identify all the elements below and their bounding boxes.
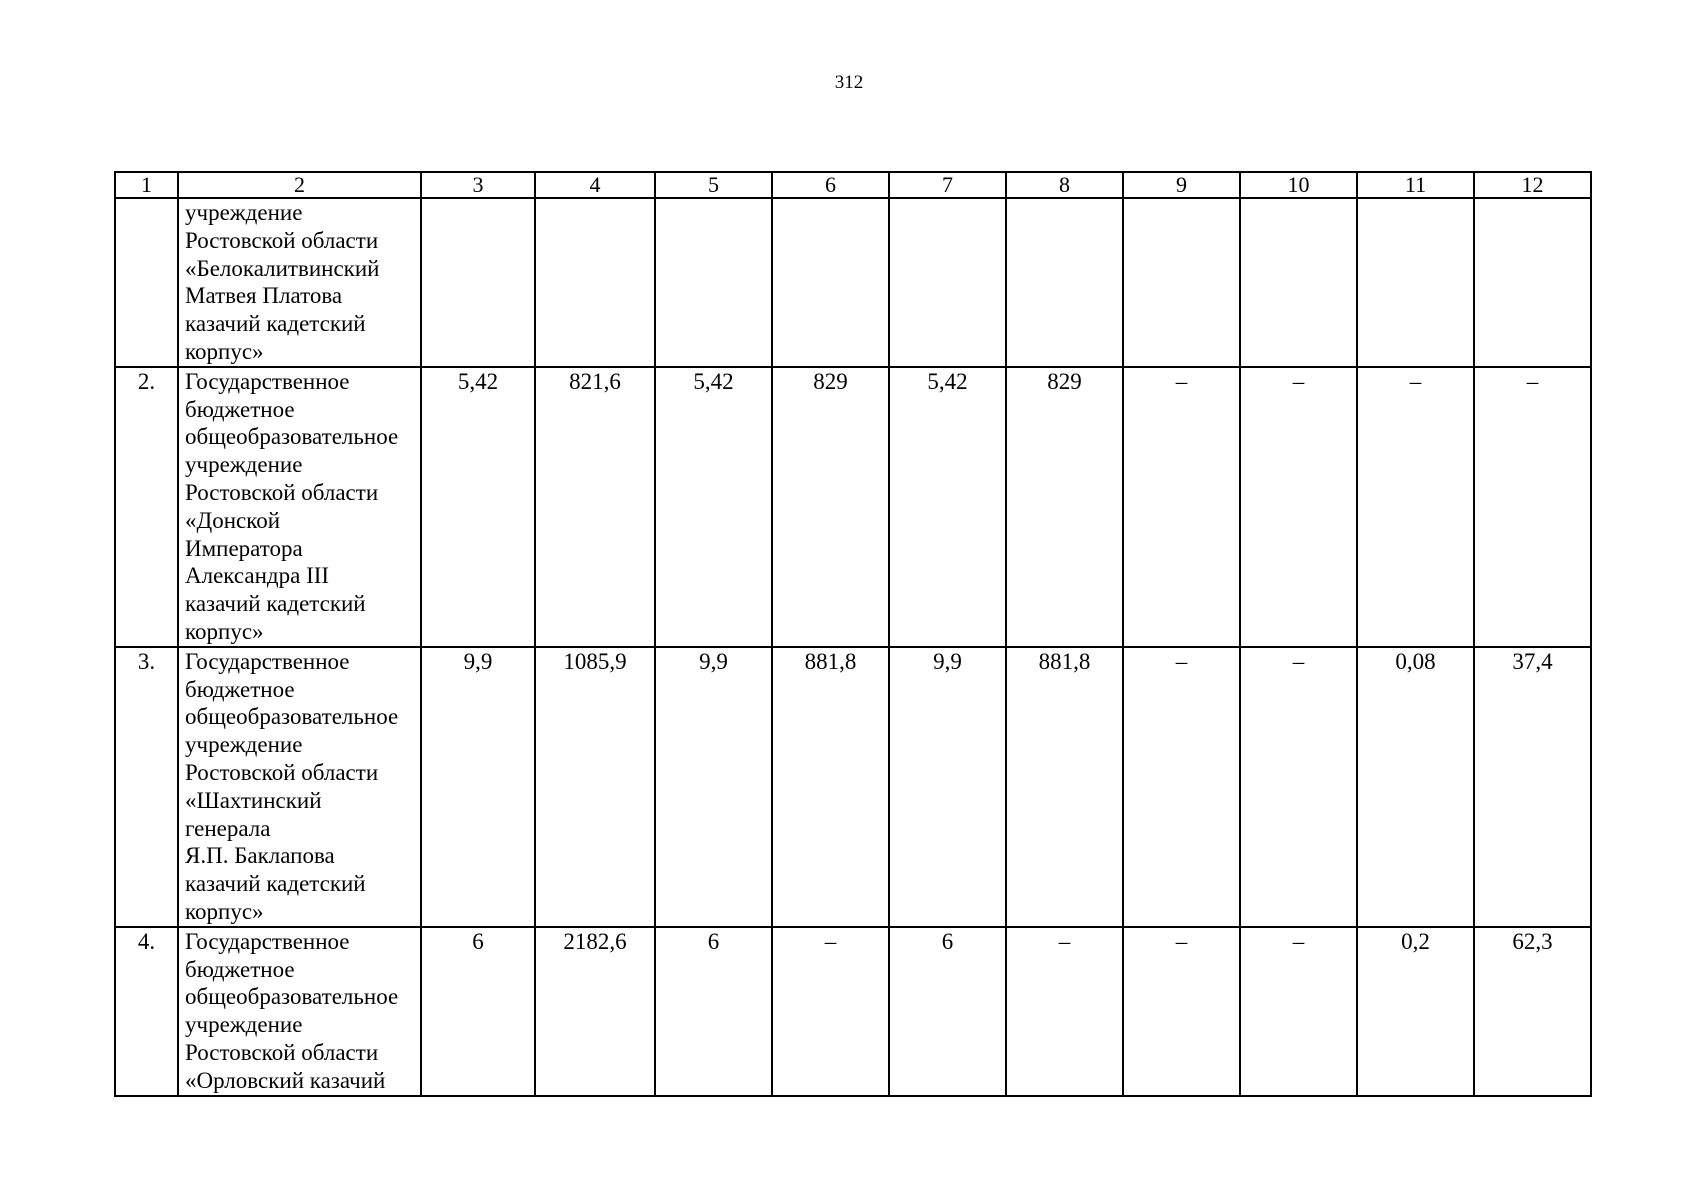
institution-name	[178, 927, 421, 1096]
header-cell: 9	[1123, 172, 1240, 198]
value-cell: 5,42	[889, 367, 1006, 647]
name-line: общеобразовательное	[185, 424, 399, 450]
value-cell: 5,42	[655, 367, 772, 647]
name-line: Александра III	[185, 563, 330, 589]
value-cell: 881,8	[772, 647, 889, 927]
name-line: Я.П. Баклапова	[185, 843, 335, 869]
name-line: бюджетное	[185, 956, 295, 982]
value-cell: –	[1357, 367, 1474, 647]
name-line: Государственное	[185, 368, 350, 394]
table-row	[115, 927, 1591, 1096]
name-line: корпус»	[185, 618, 264, 644]
header-cell: 12	[1474, 172, 1591, 198]
institution-name	[178, 198, 421, 367]
name-line: казачий кадетский	[185, 871, 366, 897]
value-cell	[1240, 198, 1357, 367]
name-line: корпус»	[185, 338, 264, 364]
name-line: Матвея Платова	[185, 283, 343, 309]
header-cell: 6	[772, 172, 889, 198]
value-cell: 6	[655, 927, 772, 1096]
value-cell: –	[1123, 927, 1240, 1096]
row-number: 2.	[115, 367, 178, 647]
row-number: 4.	[115, 927, 178, 1096]
name-line: бюджетное	[185, 396, 295, 422]
value-cell	[421, 198, 535, 367]
table-row	[115, 198, 1591, 367]
value-cell: 6	[889, 927, 1006, 1096]
header-cell: 2	[178, 172, 421, 198]
value-cell	[535, 198, 655, 367]
value-cell: 62,3	[1474, 927, 1591, 1096]
value-cell: –	[1123, 367, 1240, 647]
value-cell: –	[1240, 647, 1357, 927]
name-line: «Орловский казачий	[185, 1067, 386, 1093]
value-cell: 1085,9	[535, 647, 655, 927]
value-cell: –	[1006, 927, 1123, 1096]
name-line: учреждение	[185, 732, 303, 758]
data-table	[114, 171, 1592, 1097]
header-cell: 1	[115, 172, 178, 198]
value-cell	[1357, 198, 1474, 367]
value-cell: 2182,6	[535, 927, 655, 1096]
name-line: Ростовской области	[185, 1039, 379, 1065]
value-cell: 9,9	[889, 647, 1006, 927]
institution-name	[178, 367, 421, 647]
row-number: 3.	[115, 647, 178, 927]
name-line: учреждение	[185, 200, 303, 225]
header-cell: 4	[535, 172, 655, 198]
value-cell	[1123, 198, 1240, 367]
value-cell	[1006, 198, 1123, 367]
value-cell: 829	[772, 367, 889, 647]
name-line: Ростовской области	[185, 227, 379, 253]
value-cell: 829	[1006, 367, 1123, 647]
page-number: 312	[834, 72, 864, 93]
value-cell: –	[1123, 647, 1240, 927]
value-cell: –	[1240, 367, 1357, 647]
value-cell: 6	[421, 927, 535, 1096]
value-cell: –	[772, 927, 889, 1096]
header-cell: 8	[1006, 172, 1123, 198]
value-cell	[889, 198, 1006, 367]
value-cell: –	[1240, 927, 1357, 1096]
name-line: казачий кадетский	[185, 591, 366, 617]
name-line: Ростовской области	[185, 479, 379, 505]
table-row	[115, 647, 1591, 927]
name-line: «Белокалитвинский	[185, 255, 380, 281]
name-line: Государственное	[185, 648, 350, 674]
value-cell: 821,6	[535, 367, 655, 647]
name-line: бюджетное	[185, 676, 295, 702]
value-cell: 881,8	[1006, 647, 1123, 927]
name-line: «Донской	[185, 507, 281, 533]
value-cell	[1474, 198, 1591, 367]
name-line: общеобразовательное	[185, 704, 399, 730]
name-line: учреждение	[185, 1012, 303, 1038]
name-line: «Шахтинский	[185, 787, 322, 813]
header-cell: 7	[889, 172, 1006, 198]
name-line: казачий кадетский	[185, 311, 366, 337]
header-cell: 3	[421, 172, 535, 198]
value-cell: –	[1474, 367, 1591, 647]
name-line: общеобразовательное	[185, 984, 399, 1010]
value-cell: 0,08	[1357, 647, 1474, 927]
header-cell: 5	[655, 172, 772, 198]
row-number	[115, 198, 178, 367]
value-cell	[655, 198, 772, 367]
value-cell	[772, 198, 889, 367]
header-row	[115, 172, 1591, 198]
value-cell: 0,2	[1357, 927, 1474, 1096]
value-cell: 9,9	[655, 647, 772, 927]
value-cell: 37,4	[1474, 647, 1591, 927]
name-line: учреждение	[185, 452, 303, 478]
header-cell: 10	[1240, 172, 1357, 198]
header-cell: 11	[1357, 172, 1474, 198]
name-line: Императора	[185, 535, 303, 561]
name-line: Государственное	[185, 928, 350, 954]
name-line: Ростовской области	[185, 759, 379, 785]
institution-name	[178, 647, 421, 927]
name-line: корпус»	[185, 898, 264, 924]
value-cell: 9,9	[421, 647, 535, 927]
name-line: генерала	[185, 815, 271, 841]
value-cell: 5,42	[421, 367, 535, 647]
table-row	[115, 367, 1591, 647]
